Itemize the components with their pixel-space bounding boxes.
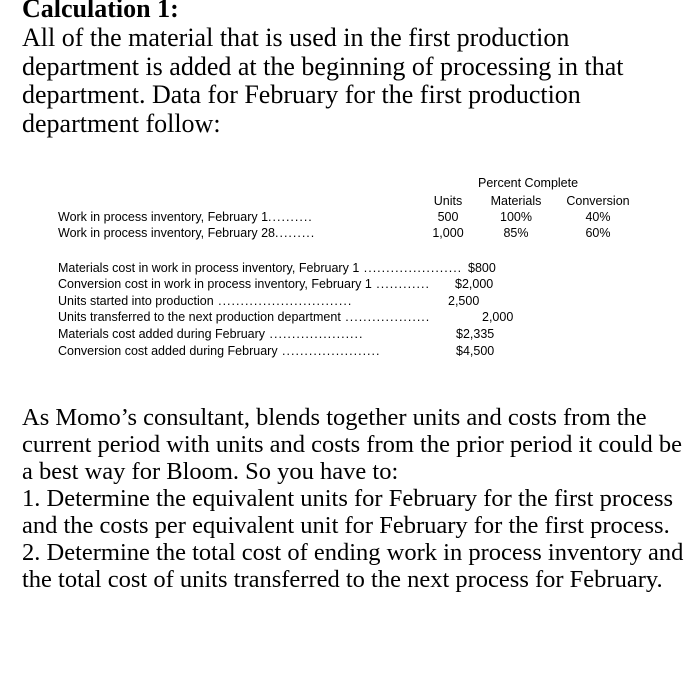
units-header: Units xyxy=(433,194,463,208)
cost-value: 2,500 xyxy=(448,294,480,308)
table-row-conversion: 60% xyxy=(585,226,611,240)
cost-label: Conversion cost added during February ...................... xyxy=(58,344,381,358)
table-row-materials: 100% xyxy=(500,210,532,224)
cost-label: Materials cost added during February ..................... xyxy=(58,327,364,341)
cost-label: Materials cost in work in process inventory, February 1 ...................... xyxy=(58,261,463,275)
cost-value: $4,500 xyxy=(456,344,495,358)
materials-header: Materials xyxy=(490,194,542,208)
instruction-item-1: 1. Determine the equivalent units for February for the first process and the costs per equivalent unit for February for the first process. xyxy=(22,485,674,539)
instructions-paragraph xyxy=(22,404,692,593)
table-row-conversion: 40% xyxy=(585,210,611,224)
table-row-materials: 85% xyxy=(503,226,529,240)
cost-value: $2,335 xyxy=(456,327,495,341)
instruction-item-2: 2. Determine the total cost of ending work in process inventory and the total cost of units transferred to the next process for February. xyxy=(22,539,684,593)
instructions-intro: As Momo’s consultant, blends together units and costs from the current period with units and costs from the prior period it could be a best way for Bloom. So you have to: xyxy=(22,404,682,485)
table-row-label: Work in process inventory, February 1.......... xyxy=(58,210,313,224)
cost-value: $2,000 xyxy=(455,277,494,291)
cost-value: $800 xyxy=(468,261,496,275)
cost-label: Units started into production .............................. xyxy=(58,294,353,308)
calculation-heading: Calculation 1: xyxy=(22,0,179,23)
intro-text: All of the material that is used in the first production department is added at the beginning of processing in that department. Data for February for the first production department follow: xyxy=(22,23,624,138)
conversion-header: Conversion xyxy=(566,194,630,208)
percent-complete-title: Percent Complete xyxy=(478,176,579,190)
table-row-units: 1,000 xyxy=(432,226,464,240)
cost-label: Units transferred to the next production department ................... xyxy=(58,310,431,324)
table-row-units: 500 xyxy=(437,210,459,224)
cost-label: Conversion cost in work in process inventory, February 1 ............ xyxy=(58,277,430,291)
cost-value: 2,000 xyxy=(482,310,514,324)
table-row-label: Work in process inventory, February 28......... xyxy=(58,226,316,240)
